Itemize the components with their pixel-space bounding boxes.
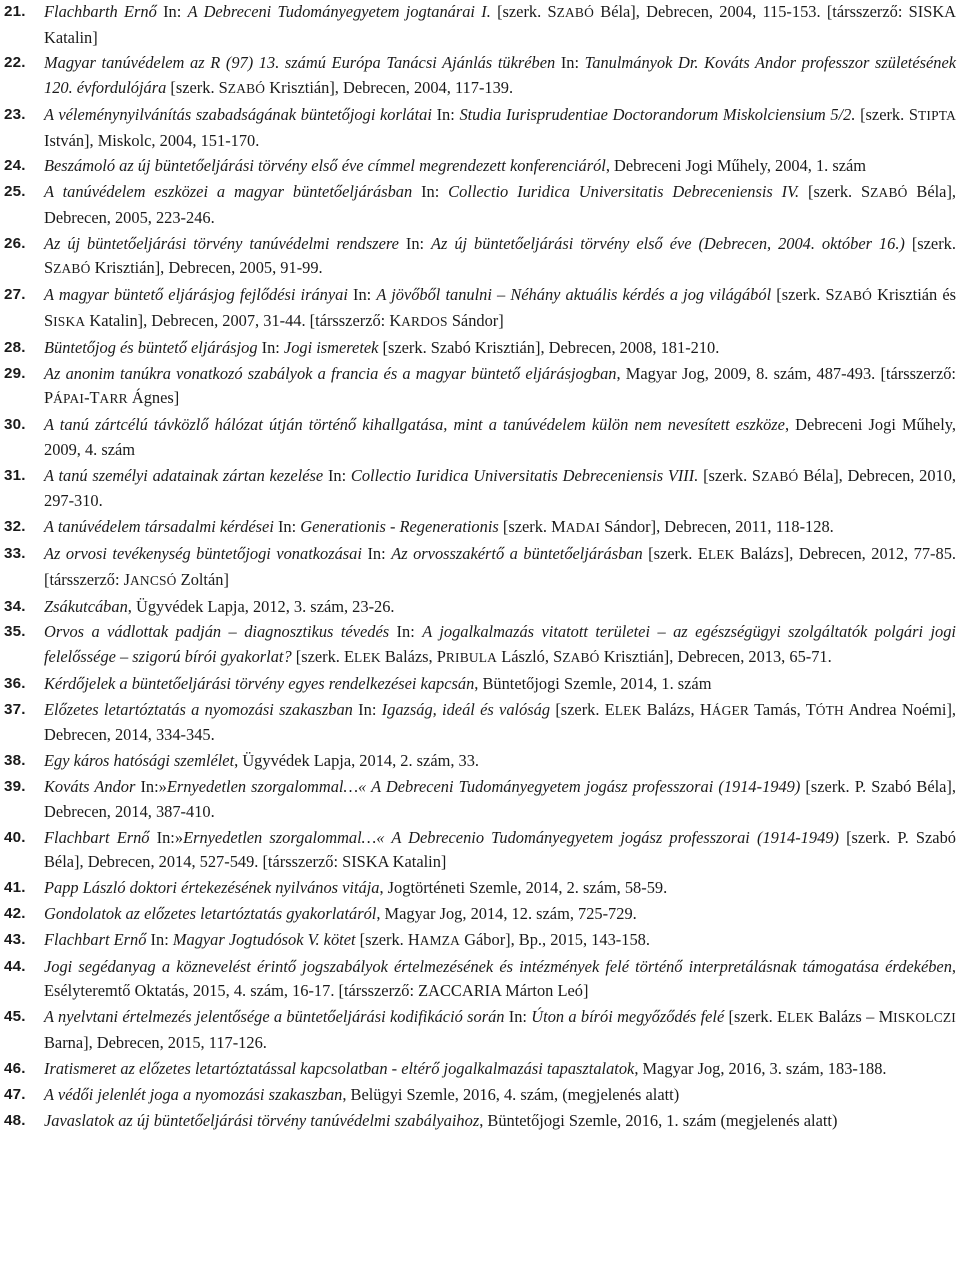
bibliography-entry bbox=[4, 1083, 956, 1108]
entry-title-italic: Kérdőjelek a büntetőeljárási törvény egyes rendelkezései kapcsán bbox=[44, 673, 475, 693]
entry-plain: [szerk. S bbox=[799, 182, 871, 202]
entry-title-italic: Papp László doktori értekezésének nyilvános vitája bbox=[44, 878, 380, 898]
entry-title-italic: Studia Iurisprudentiae Doctorandorum Miskolciensium 5/2. bbox=[459, 104, 856, 124]
entry-title-italic: Iratismeret az előzetes letartóztatással kapcsolatban - eltérő jogalkalmazási tapasztalatok bbox=[44, 1058, 635, 1078]
entry-number: 32. bbox=[4, 518, 26, 536]
entry-smallcaps: ISKOLCZI bbox=[893, 1010, 956, 1026]
bibliography-entry bbox=[4, 672, 956, 697]
entry-number: 41. bbox=[4, 879, 26, 897]
entry-plain: [szerk. S bbox=[698, 465, 762, 485]
entry-smallcaps: ZABÓ bbox=[227, 81, 266, 97]
entry-text bbox=[44, 544, 956, 589]
bibliography-entry bbox=[4, 283, 956, 334]
bibliography-entry bbox=[4, 336, 956, 361]
entry-plain: , Magyar Jog, 2014, 12. szám, 725-729. bbox=[376, 904, 637, 924]
entry-plain: In: bbox=[555, 53, 585, 73]
entry-text bbox=[44, 957, 956, 1001]
bibliography-entry bbox=[4, 103, 956, 153]
entry-number: 37. bbox=[4, 700, 26, 718]
entry-number: 31. bbox=[4, 466, 26, 484]
bibliography-entry bbox=[4, 749, 956, 774]
entry-text bbox=[44, 828, 956, 872]
entry-text bbox=[44, 364, 956, 408]
entry-title-italic: Az orvosi tevékenység büntetőjogi vonatkozásai bbox=[44, 544, 362, 564]
entry-smallcaps: ADAI bbox=[565, 520, 601, 536]
entry-title-italic: Az anonim tanúkra vonatkozó szabályok a francia és a magyar büntető eljárásjogban bbox=[44, 363, 617, 383]
entry-plain: In: bbox=[361, 544, 392, 564]
entry-number: 45. bbox=[4, 1008, 26, 1026]
entry-title-italic: Javaslatok az új büntetőeljárási törvény tanúvédelmi szabályaihoz bbox=[44, 1110, 480, 1130]
entry-title-italic: Gondolatok az előzetes letartóztatás gyakorlatáról bbox=[44, 904, 377, 924]
entry-number: 38. bbox=[4, 752, 26, 770]
entry-smallcaps: ZABÓ bbox=[870, 185, 908, 201]
entry-plain: Tamás, T bbox=[749, 699, 816, 719]
entry-smallcaps: LEK bbox=[354, 650, 381, 665]
entry-number: 30. bbox=[4, 416, 26, 434]
entry-text bbox=[44, 517, 834, 536]
entry-text bbox=[44, 700, 956, 745]
bibliography-entry bbox=[4, 515, 956, 541]
entry-title-italic: Büntetőjog és büntető eljárásjog bbox=[44, 337, 258, 357]
entry-plain: [szerk. E bbox=[724, 1007, 788, 1027]
entry-title-italic: A tanú személyi adatainak zártan kezelése bbox=[44, 465, 324, 485]
entry-number: 39. bbox=[4, 778, 26, 796]
entry-title-italic: A nyelvtani értelmezés jelentősége a büntetőeljárási kodifikáció során bbox=[44, 1007, 505, 1027]
bibliography-entry bbox=[4, 1109, 956, 1134]
entry-number: 46. bbox=[4, 1059, 26, 1077]
entry-title-italic: Magyar tanúvédelem az R (97) 13. számú Európa Tanácsi Ajánlás tükrében bbox=[44, 53, 556, 73]
entry-plain: In: bbox=[504, 1007, 532, 1027]
entry-smallcaps: ÓTH bbox=[815, 702, 844, 718]
entry-title-italic: Orvos a vádlottak padján – diagnosztikus tévedés bbox=[44, 622, 390, 642]
bibliography-entry bbox=[4, 698, 956, 748]
entry-title-italic: A tanúvédelem eszközei a magyar büntetőeljárásban bbox=[44, 182, 413, 202]
entry-smallcaps: RIBULA bbox=[445, 650, 498, 665]
entry-title-italic: Zsákutcában bbox=[44, 596, 128, 616]
entry-plain: [szerk. E bbox=[291, 647, 355, 666]
entry-title-italic: Jogi segédanyag a köznevelést érintő jogszabályok értelmezésének és intézmények felé történő interpretálásnak támogatása érdekében bbox=[44, 956, 952, 976]
bibliography-entry bbox=[4, 0, 956, 50]
entry-plain: Krisztián és S bbox=[44, 285, 957, 330]
entry-text bbox=[44, 904, 637, 923]
entry-number: 26. bbox=[4, 234, 26, 252]
entry-smallcaps: LEK bbox=[614, 702, 642, 718]
entry-title-italic: A magyar büntető eljárásjog fejlődési irányai bbox=[44, 285, 348, 305]
entry-plain: Ágnes] bbox=[127, 388, 180, 408]
entry-smallcaps: ISKA bbox=[53, 313, 86, 329]
entry-plain: , Debreceni Jogi Műhely, 2009, 4. szám bbox=[44, 415, 956, 459]
entry-plain: , Büntetőjogi Szemle, 2016, 1. szám (megjelenés alatt) bbox=[479, 1110, 838, 1130]
entry-number: 25. bbox=[4, 183, 26, 201]
entry-plain: [szerk. S bbox=[490, 2, 557, 21]
entry-text bbox=[44, 285, 956, 330]
entry-plain: , Büntetőjogi Szemle, 2014, 1. szám bbox=[474, 673, 712, 693]
bibliography-entry bbox=[4, 180, 956, 230]
bibliography-entry bbox=[4, 928, 956, 954]
bibliography-entry bbox=[4, 826, 956, 875]
entry-plain: [szerk. S bbox=[44, 233, 956, 278]
entry-text bbox=[44, 674, 711, 693]
entry-text bbox=[44, 777, 956, 821]
entry-plain: [szerk. M bbox=[498, 517, 566, 537]
entry-text bbox=[44, 105, 956, 150]
entry-plain: [szerk. H bbox=[355, 929, 420, 949]
entry-title-italic: A véleménynyilvánítás szabadságának büntetőjogi korlátai bbox=[44, 104, 432, 124]
entry-title-italic: A Debreceni Tudományegyetem jogtanárai I. bbox=[187, 2, 491, 21]
entry-title-italic: A jogalkalmazás vitatott területei – az egészségügyi szolgáltatók polgári jogi felelőssége – szigorú bírói gyakorlat? bbox=[44, 622, 956, 666]
entry-title-italic: Az új büntetőeljárási törvény első éve (Debrecen, 2004. október 16.) bbox=[431, 233, 905, 253]
entry-title-italic: Collectio Iuridica Universitatis Debreceniensis VIII. bbox=[350, 465, 699, 485]
entry-plain: Béla], Debrecen, 2005, 223-246. bbox=[44, 182, 956, 227]
entry-title-italic: Beszámoló az új büntetőeljárási törvény első éve címmel megrendezett konferenciáról bbox=[44, 156, 606, 176]
entry-plain: Krisztián], Debrecen, 2013, 65-71. bbox=[599, 647, 832, 666]
entry-plain: Katalin], Debrecen, 2007, 31-44. [társszerző: K bbox=[85, 310, 402, 330]
entry-title-italic: Flachbarth Ernő bbox=[44, 2, 157, 21]
entry-smallcaps: ZABÓ bbox=[556, 5, 594, 20]
entry-plain: In:» bbox=[135, 777, 167, 797]
bibliography-entry bbox=[4, 876, 956, 901]
entry-text bbox=[44, 1111, 837, 1130]
bibliography-entry bbox=[4, 464, 956, 514]
entry-title-italic: Tanulmányok Dr. Kováts Andor professzor születésének 120. évfordulójára bbox=[44, 53, 956, 98]
entry-number: 28. bbox=[4, 338, 26, 356]
entry-text bbox=[44, 2, 956, 47]
entry-plain: [szerk. E bbox=[642, 544, 708, 564]
entry-title-italic: Collectio Iuridica Universitatis Debreceniensis IV. bbox=[448, 182, 800, 202]
entry-title-italic: Generationis - Regenerationis bbox=[300, 517, 499, 537]
entry-plain: Andrea Noémi], Debrecen, 2014, 334-345. bbox=[44, 699, 956, 745]
entry-smallcaps: ÁGER bbox=[711, 702, 750, 718]
entry-plain: Balázs – M bbox=[813, 1007, 894, 1027]
entry-title-italic: Magyar Jogtudósok V. kötet bbox=[172, 929, 356, 949]
entry-number: 40. bbox=[4, 828, 26, 846]
entry-plain: [szerk. S bbox=[771, 285, 835, 305]
entry-plain: In: bbox=[347, 285, 377, 305]
entry-number: 47. bbox=[4, 1085, 26, 1103]
bibliography-entry bbox=[4, 154, 956, 179]
entry-number: 35. bbox=[4, 623, 26, 641]
entry-smallcaps: ARDOS bbox=[401, 313, 448, 329]
entry-title-italic: Jogi ismeretek bbox=[283, 337, 379, 357]
entry-number: 34. bbox=[4, 597, 26, 615]
entry-title-italic: Ernyedetlen szorgalommal…« A Debreceni Tudományegyetem jogász professzorai (1914-1949) bbox=[166, 777, 801, 797]
entry-plain: In: bbox=[431, 104, 460, 124]
entry-text bbox=[44, 878, 667, 897]
entry-plain: [szerk. P. Szabó Béla], Debrecen, 2014, 527-549. [társszerző: SISKA Katalin] bbox=[44, 827, 956, 872]
entry-number: 44. bbox=[4, 957, 26, 975]
entry-plain: In: bbox=[389, 622, 423, 642]
bibliography-entry bbox=[4, 362, 956, 412]
entry-plain: In: bbox=[398, 233, 432, 253]
entry-plain: -T bbox=[84, 388, 100, 408]
entry-plain: In: bbox=[273, 517, 301, 537]
entry-smallcaps: LEK bbox=[787, 1010, 814, 1026]
entry-smallcaps: LEK bbox=[707, 547, 735, 563]
entry-plain: In: bbox=[323, 465, 351, 485]
entry-text bbox=[44, 930, 650, 949]
entry-plain: Balázs, P bbox=[380, 647, 446, 666]
entry-title-italic: Az orvosszakértő a büntetőeljárásban bbox=[391, 544, 643, 564]
bibliography-entry bbox=[4, 620, 956, 670]
entry-plain: , Belügyi Szemle, 2016, 4. szám, (megjelenés alatt) bbox=[342, 1084, 680, 1104]
entry-plain: , Magyar Jog, 2009, 8. szám, 487-493. [társszerző: P bbox=[44, 363, 956, 408]
entry-number: 42. bbox=[4, 905, 26, 923]
entry-plain: In: bbox=[352, 699, 382, 719]
entry-title-italic: Igazság, ideál és valóság bbox=[381, 699, 551, 719]
bibliography-entry bbox=[4, 775, 956, 824]
entry-title-italic: Úton a bírói megyőződés felé bbox=[531, 1007, 725, 1027]
bibliography-entry bbox=[4, 542, 956, 593]
bibliography-entry bbox=[4, 595, 956, 620]
entry-number: 36. bbox=[4, 674, 26, 692]
entry-smallcaps: AMZA bbox=[419, 932, 461, 948]
entry-plain: Krisztián], Debrecen, 2004, 117-139. bbox=[265, 78, 514, 98]
entry-smallcaps: ANCSÓ bbox=[130, 572, 177, 588]
entry-plain: Krisztián], Debrecen, 2005, 91-99. bbox=[90, 258, 323, 278]
entry-number: 48. bbox=[4, 1111, 26, 1129]
entry-plain: Béla], Debrecen, 2010, 297-310. bbox=[44, 465, 957, 511]
entry-text bbox=[44, 1007, 956, 1052]
entry-title-italic: Kováts Andor bbox=[44, 777, 136, 797]
entry-title-italic: Ernyedetlen szorgalommal…« A Debrecenio Tudományegyetem jogász professzorai (1914-1949) bbox=[183, 827, 839, 847]
entry-title-italic: Flachbart Ernő bbox=[44, 827, 150, 847]
entry-title-italic: A tanúvédelem társadalmi kérdései bbox=[44, 517, 274, 537]
entry-title-italic: Egy káros hatósági szemlélet bbox=[44, 751, 235, 771]
entry-number: 23. bbox=[4, 105, 26, 123]
entry-text bbox=[44, 156, 866, 175]
entry-title-italic: A védői jelenlét joga a nyomozási szakaszban bbox=[44, 1084, 343, 1104]
entry-plain: , Esélyteremtő Oktatás, 2015, 4. szám, 16-17. [társszerző: ZACCARIA Márton Leó] bbox=[44, 956, 956, 1001]
bibliography-entry bbox=[4, 1057, 956, 1082]
entry-title-italic: A tanú zártcélú távközlő hálózat útján történő kihallgatása, mint a tanúvédelem külön nem nevesített eszköze bbox=[44, 415, 785, 435]
bibliography-entry bbox=[4, 232, 956, 282]
entry-plain: , Ügyvédek Lapja, 2014, 2. szám, 33. bbox=[234, 751, 480, 771]
entry-plain: Zoltán] bbox=[176, 569, 229, 589]
entry-number: 24. bbox=[4, 157, 26, 175]
entry-text bbox=[44, 466, 956, 511]
bibliography-list bbox=[4, 0, 956, 1133]
entry-plain: Béla], Debrecen, 2004, 115-153. [társszerző: SISKA Katalin] bbox=[44, 2, 957, 47]
entry-plain: , Ügyvédek Lapja, 2012, 3. szám, 23-26. bbox=[127, 596, 395, 616]
entry-plain: In: bbox=[257, 337, 284, 357]
entry-plain: Sándor] bbox=[447, 310, 504, 330]
entry-plain: [szerk. P. Szabó Béla], Debrecen, 2014, 387-410. bbox=[44, 777, 956, 821]
entry-text bbox=[44, 415, 956, 459]
entry-plain: István], Miskolc, 2004, 151-170. bbox=[44, 130, 260, 150]
entry-smallcaps: ZABÓ bbox=[562, 650, 600, 665]
entry-smallcaps: ZABÓ bbox=[53, 261, 91, 277]
entry-plain: Balázs, H bbox=[641, 699, 712, 719]
entry-plain: In: bbox=[412, 182, 449, 202]
entry-plain: [szerk. S bbox=[855, 104, 918, 124]
bibliography-entry bbox=[4, 902, 956, 927]
bibliography-entry bbox=[4, 413, 956, 462]
entry-plain: László, S bbox=[497, 647, 563, 666]
entry-plain: Barna], Debrecen, 2015, 117-126. bbox=[44, 1032, 267, 1052]
entry-plain: [szerk. E bbox=[550, 699, 615, 719]
entry-plain: , Magyar Jog, 2016, 3. szám, 183-188. bbox=[634, 1058, 887, 1078]
entry-title-italic: A jövőből tanulni – Néhány aktuális kérdés a jog világából bbox=[376, 285, 772, 305]
entry-smallcaps: ZABÓ bbox=[761, 468, 799, 484]
entry-text bbox=[44, 338, 719, 357]
entry-plain: In:» bbox=[149, 827, 184, 847]
entry-number: 22. bbox=[4, 54, 26, 72]
entry-plain: [szerk. Szabó Krisztián], Debrecen, 2008, 181-210. bbox=[378, 337, 720, 357]
entry-smallcaps: ZABÓ bbox=[834, 288, 873, 304]
entry-text bbox=[44, 1085, 679, 1104]
entry-plain: Sándor], Debrecen, 2011, 118-128. bbox=[600, 517, 834, 537]
entry-title-italic: Flachbart Ernő bbox=[44, 929, 147, 949]
entry-text bbox=[44, 234, 956, 278]
entry-number: 33. bbox=[4, 545, 26, 563]
entry-text bbox=[44, 53, 956, 97]
entry-plain: In: bbox=[156, 2, 188, 21]
entry-number: 21. bbox=[4, 3, 26, 20]
entry-smallcaps: ÁPAI bbox=[53, 391, 85, 407]
entry-title-italic: Előzetes letartóztatás a nyomozási szakaszban bbox=[44, 699, 353, 719]
entry-number: 27. bbox=[4, 286, 26, 304]
entry-plain: , Debreceni Jogi Műhely, 2004, 1. szám bbox=[605, 156, 867, 176]
entry-number: 43. bbox=[4, 930, 26, 948]
entry-plain: , Jogtörténeti Szemle, 2014, 2. szám, 58-59. bbox=[379, 878, 668, 898]
entry-text bbox=[44, 751, 479, 770]
entry-title-italic: Az új büntetőeljárási törvény tanúvédelmi rendszere bbox=[44, 233, 399, 253]
entry-text bbox=[44, 597, 395, 616]
entry-smallcaps: TIPTA bbox=[918, 107, 956, 123]
entry-smallcaps: ARR bbox=[99, 391, 128, 407]
bibliography-entry bbox=[4, 1005, 956, 1055]
entry-plain: In: bbox=[146, 929, 173, 949]
entry-plain: Gábor], Bp., 2015, 143-158. bbox=[460, 929, 650, 949]
bibliography-entry bbox=[4, 51, 956, 101]
entry-text bbox=[44, 1059, 887, 1078]
entry-plain: Balázs], Debrecen, 2012, 77-85. [társszerző: J bbox=[44, 544, 956, 589]
bibliography-entry bbox=[4, 955, 956, 1004]
entry-text bbox=[44, 182, 956, 227]
entry-text bbox=[44, 622, 956, 666]
entry-plain: [szerk. S bbox=[166, 78, 228, 98]
entry-number: 29. bbox=[4, 364, 26, 382]
